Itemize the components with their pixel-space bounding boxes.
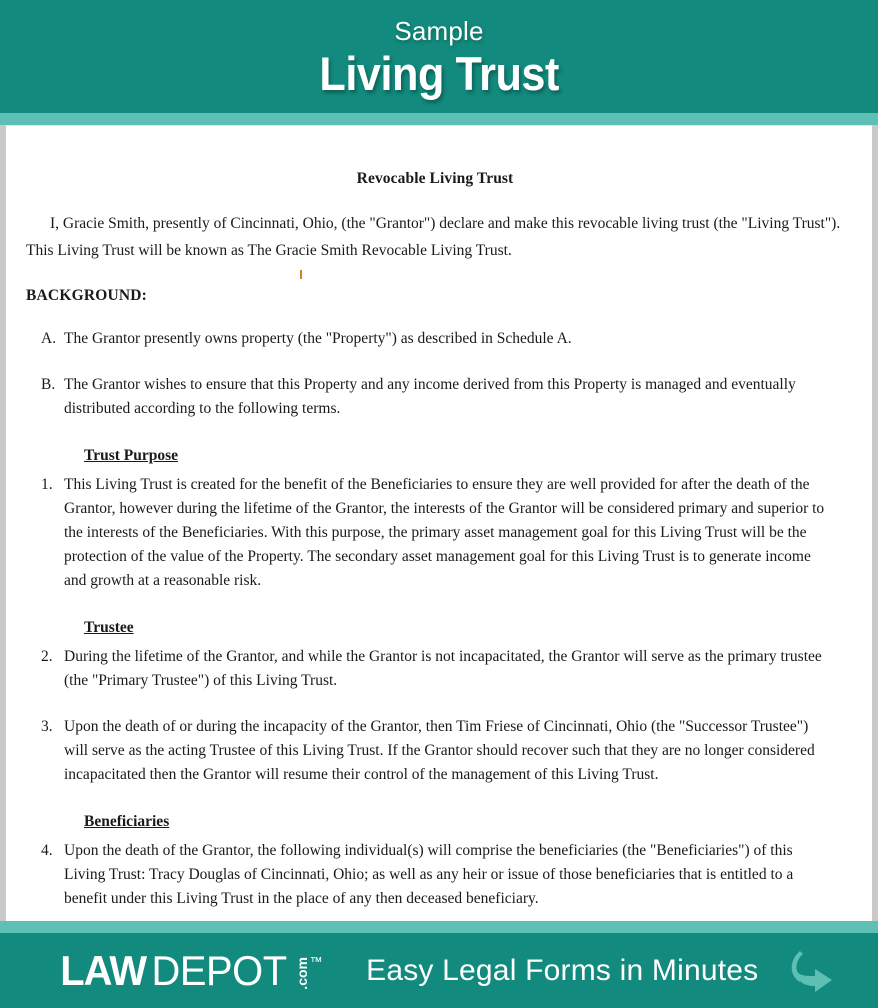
list-item bbox=[26, 839, 844, 911]
list-item bbox=[26, 715, 844, 787]
list-item-text: Upon the death of the Grantor, the following individual(s) will comprise the beneficiaries (the "Beneficiaries") of this Living Trust: Tracy Douglas of Cincinnati, Ohio; as well as any heir or issue of those beneficiaries that is entitled to a benefit under this Living Trust in the place of any then deceased beneficiary. bbox=[64, 842, 794, 907]
curved-arrow-icon bbox=[784, 945, 840, 997]
list-item-marker: 2. bbox=[41, 648, 53, 665]
section-heading-beneficiaries: Beneficiaries bbox=[84, 813, 170, 830]
page-footer bbox=[0, 933, 878, 1008]
list-item-text: The Grantor presently owns property (the "Property") as described in Schedule A. bbox=[64, 330, 572, 347]
list-item-marker: A. bbox=[41, 330, 57, 347]
document-scroll-area[interactable] bbox=[0, 125, 878, 921]
trademark-symbol: ™ bbox=[309, 953, 323, 969]
page-title: Living Trust bbox=[319, 47, 559, 100]
footer-accent-band bbox=[0, 921, 878, 933]
document-title: Revocable Living Trust bbox=[356, 170, 514, 187]
list-item bbox=[26, 473, 844, 593]
logo-depot-text: DEPOT bbox=[151, 946, 287, 994]
logo-com-text: .com bbox=[293, 956, 310, 990]
logo-law-text: LAW bbox=[60, 946, 147, 994]
section-heading-trust-purpose: Trust Purpose bbox=[84, 447, 179, 464]
list-item bbox=[26, 327, 844, 351]
header-sample-label: Sample bbox=[394, 16, 484, 46]
document-intro-paragraph: I, Gracie Smith, presently of Cincinnati, Ohio, (the "Grantor") declare and make this revocable living trust (the "Living Trust"). This Living Trust will be known as The Gracie Smith Revocable Living Trust. bbox=[26, 215, 841, 259]
list-item bbox=[26, 373, 844, 421]
page-header bbox=[0, 0, 878, 113]
list-item-marker: 3. bbox=[41, 718, 53, 735]
list-item bbox=[26, 645, 844, 693]
list-item-text: This Living Trust is created for the benefit of the Beneficiaries to ensure they are well provided for after the death of the Grantor, however during the lifetime of the Grantor, the interests of the Grantor will be considered primary and superior to the interests of the Beneficiaries. With this purpose, the primary asset management goal for this Living Trust will be the protection of the value of the Property. The secondary asset management goal for this Living Trust is to generate income and growth at a reasonable risk. bbox=[64, 476, 825, 589]
lawdepot-logo[interactable] bbox=[58, 946, 323, 994]
text-cursor-marker bbox=[300, 270, 302, 279]
logo-suffix bbox=[293, 953, 323, 990]
list-item-text: The Grantor wishes to ensure that this Property and any income derived from this Property is managed and eventually distributed according to the following terms. bbox=[64, 376, 796, 417]
list-item-marker: 1. bbox=[41, 476, 53, 493]
footer-tagline: Easy Legal Forms in Minutes bbox=[366, 953, 759, 987]
list-item-marker: B. bbox=[41, 376, 56, 393]
list-item-marker: 4. bbox=[41, 842, 53, 859]
header-accent-band bbox=[0, 113, 878, 125]
list-item-text: Upon the death of or during the incapacity of the Grantor, then Tim Friese of Cincinnati, Ohio (the "Successor Trustee") will serve as the acting Trustee of this Living Trust. If the Grantor should recover such that they are no longer considered incapacitated then the Grantor will resume their control of the management of this Living Trust. bbox=[64, 718, 815, 783]
document-page bbox=[6, 125, 872, 921]
list-item-text: During the lifetime of the Grantor, and while the Grantor is not incapacitated, the Grantor will serve as the primary trustee (the "Primary Trustee") of this Living Trust. bbox=[64, 648, 822, 689]
background-heading: BACKGROUND: bbox=[26, 287, 148, 304]
section-heading-trustee: Trustee bbox=[84, 619, 134, 636]
